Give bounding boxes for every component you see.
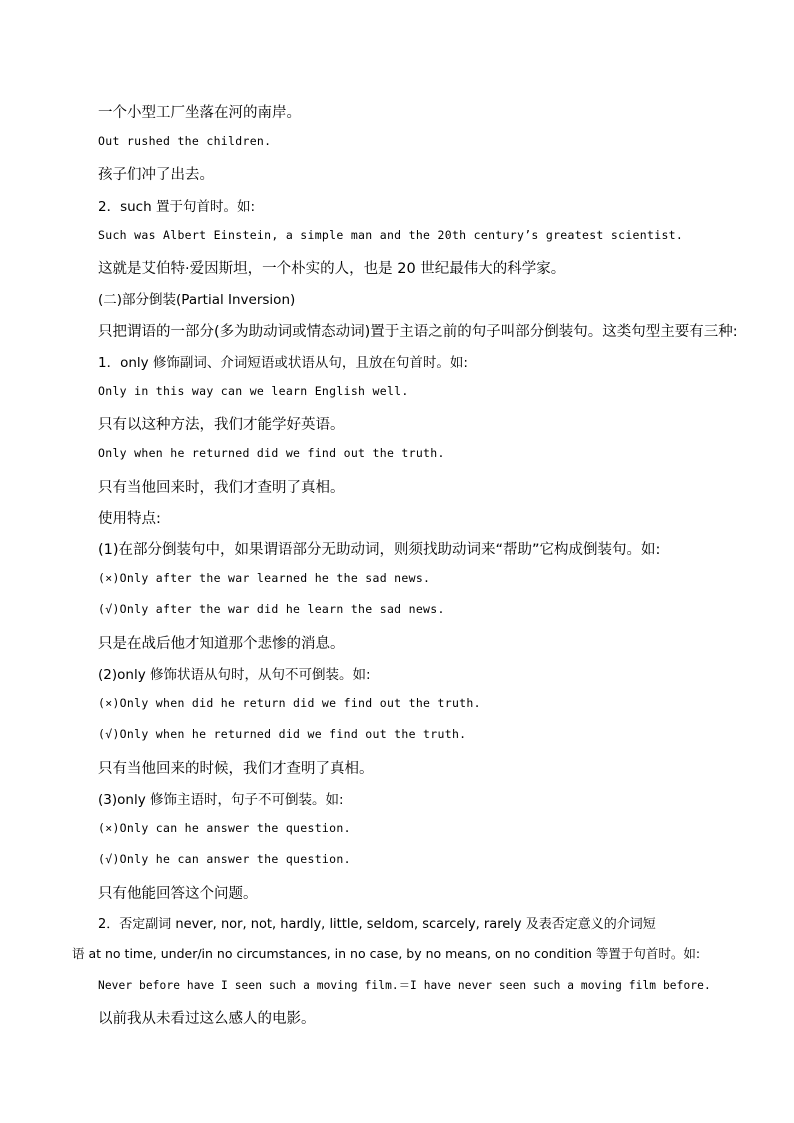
text-line: (√)Only after the war did he learn the sad news.: [98, 602, 445, 616]
text-line: (√)Only he can answer the question.: [98, 852, 351, 866]
text-line: 只有他能回答这个问题。: [98, 886, 258, 902]
text-line: 2．such 置于句首时。如:: [98, 199, 255, 215]
text-line: 1．only 修饰副词、介词短语或状语从句，且放在句首时。如:: [98, 355, 468, 371]
text-line: 以前我从未看过这么感人的电影。: [98, 1011, 316, 1027]
text-line: 只有当他回来时，我们才查明了真相。: [98, 480, 345, 496]
text-line: 使用特点:: [98, 511, 161, 527]
text-line: (1)在部分倒装句中，如果谓语部分无助动词，则须找助动词来“帮助”它构成倒装句。如:: [98, 542, 661, 558]
text-line: (×)Only after the war learned he the sad news.: [98, 571, 431, 585]
section-heading: (二)部分倒装(Partial Inversion): [98, 292, 296, 308]
text-line: 只把谓语的一部分(多为助动词或情态动词)置于主语之前的句子叫部分倒装句。这类句型主要有三种:: [98, 324, 738, 340]
text-line: 2．否定副词 never, nor, not, hardly, little, seldom, scarcely, rarely 及表否定意义的介词短: [98, 917, 656, 932]
text-line: 孩子们冲了出去。: [98, 167, 214, 183]
text-line: 语 at no time, under/in no circumstances, in no case, by no means, on no condition 等置于句首时。如:: [72, 946, 701, 961]
text-line: (2)only 修饰状语从句时，从句不可倒装。如:: [98, 667, 371, 683]
text-line: Out rushed the children.: [98, 134, 272, 148]
text-line: Only when he returned did we find out the truth.: [98, 446, 445, 460]
text-line: Never before have I seen such a moving film.＝I have never seen such a moving film before.: [98, 979, 711, 992]
text-line: 只有以这种方法，我们才能学好英语。: [98, 417, 345, 433]
text-line: 这就是艾伯特·爱因斯坦，一个朴实的人，也是 20 世纪最伟大的科学家。: [98, 261, 566, 277]
text-line: 只有当他回来的时候，我们才查明了真相。: [98, 761, 374, 777]
text-line: Such was Albert Einstein, a simple man and the 20th century’s greatest scientist.: [98, 228, 684, 242]
text-line: 一个小型工厂坐落在河的南岸。: [98, 105, 301, 121]
text-line: (3)only 修饰主语时，句子不可倒装。如:: [98, 792, 344, 808]
text-line: Only in this way can we learn English well.: [98, 384, 409, 398]
text-line: (×)Only when did he return did we find out the truth.: [98, 696, 481, 710]
text-line: (×)Only can he answer the question.: [98, 821, 351, 835]
text-line: 只是在战后他才知道那个悲惨的消息。: [98, 636, 345, 652]
text-line: (√)Only when he returned did we find out the truth.: [98, 727, 467, 741]
